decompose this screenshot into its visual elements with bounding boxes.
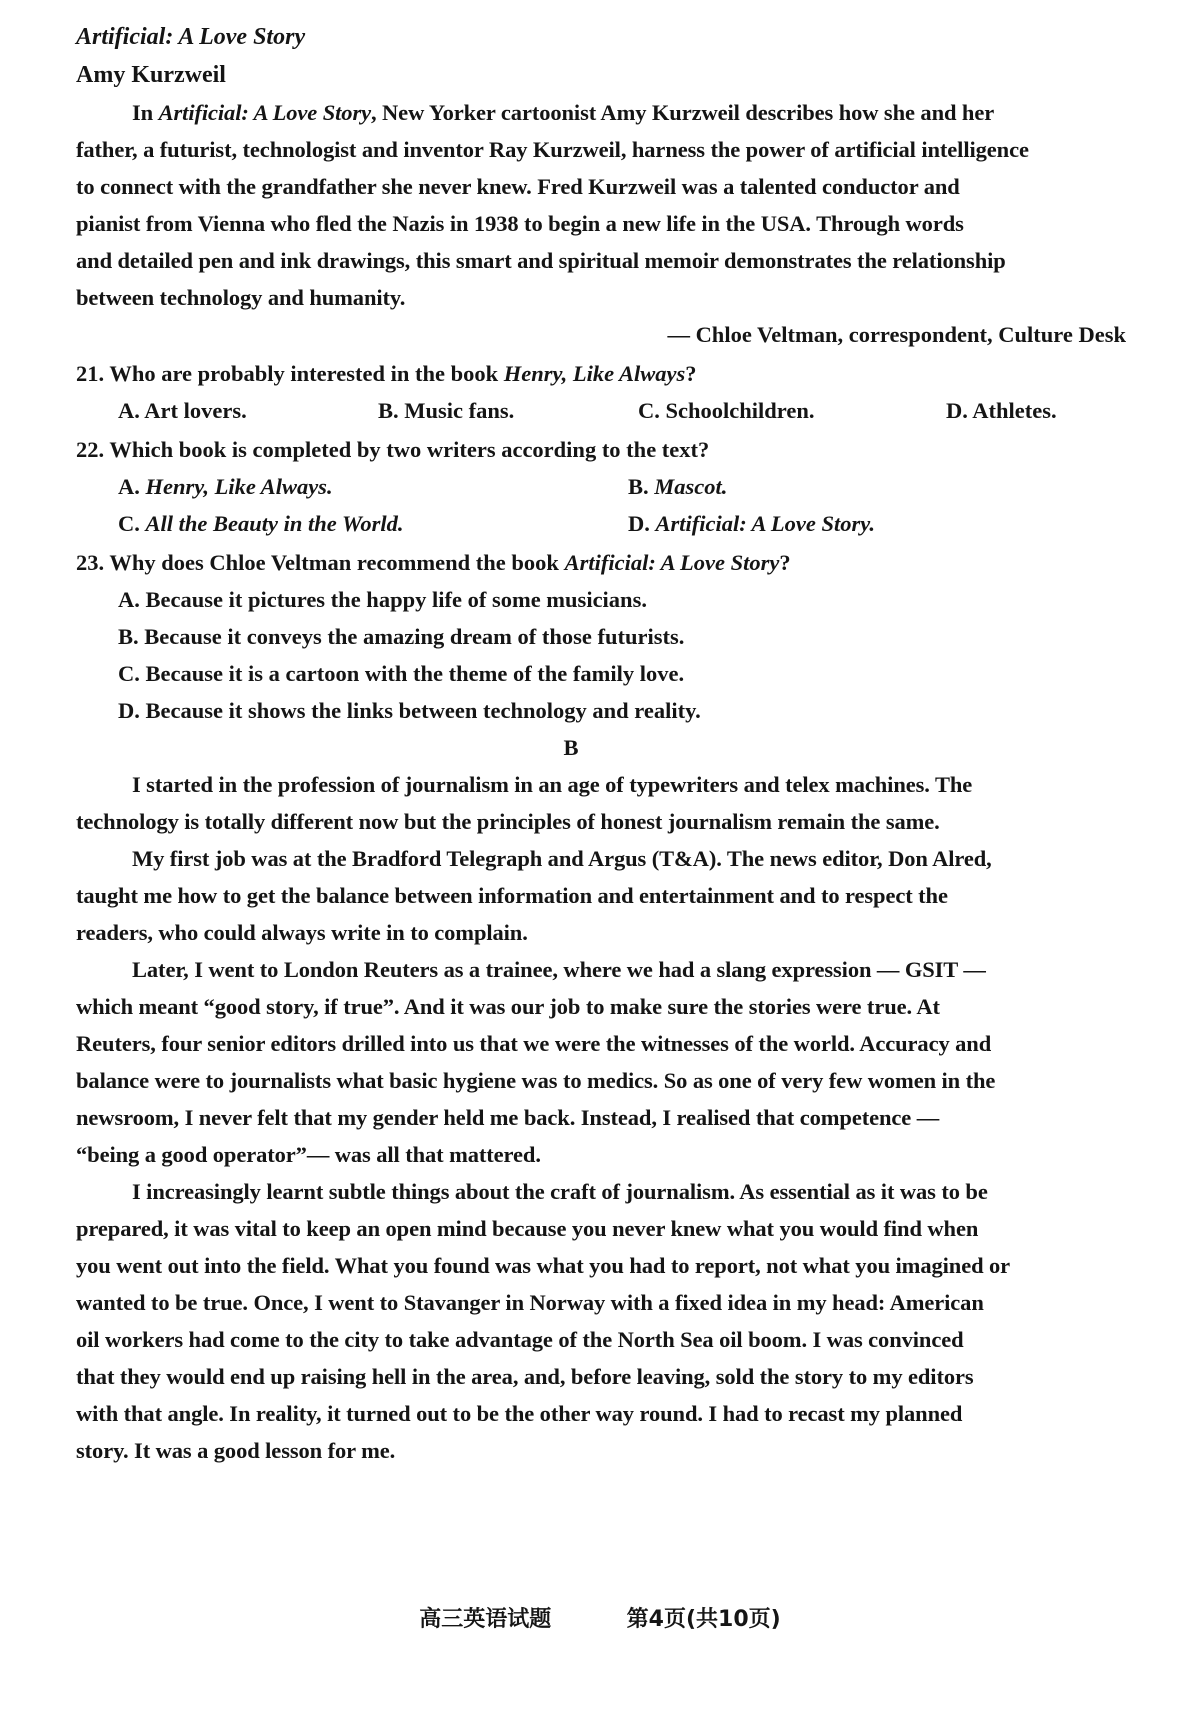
page-number: 第4页(共10页)	[626, 1607, 781, 1632]
question-22-options-row-2	[76, 505, 1126, 542]
option-label: D.	[118, 698, 140, 723]
passage-line: oil workers had come to the city to take advantage of the North Sea oil boom. I was convinced	[76, 1327, 964, 1352]
question-number: 22.	[76, 437, 105, 462]
question-22-options-row-1	[76, 468, 1126, 505]
review-line: to connect with the grandfather she never knew. Fred Kurzweil was a talented conductor and	[76, 174, 960, 199]
passage-line: newsroom, I never felt that my gender held me back. Instead, I realised that competence —	[76, 1105, 940, 1130]
passage-line: I increasingly learnt subtle things about the craft of journalism. As essential as it was to be	[132, 1179, 988, 1204]
question-stem-suffix: ?	[685, 361, 697, 386]
review-line: between technology and humanity.	[76, 285, 406, 310]
option-label: C.	[638, 398, 660, 423]
option-label: A.	[118, 474, 140, 499]
option-label: B.	[118, 624, 139, 649]
passage-line: that they would end up raising hell in the area, and, before leaving, sold the story to my editors	[76, 1364, 974, 1389]
option-label: A.	[118, 587, 140, 612]
passage-paragraph-3	[76, 951, 1126, 1173]
question-number: 21.	[76, 361, 105, 386]
book-author: Amy Kurzweil	[76, 62, 226, 88]
passage-line: which meant “good story, if true”. And it was our job to make sure the stories were true. At	[76, 994, 940, 1019]
passage-paragraph-2	[76, 840, 1126, 951]
option-label: A.	[118, 398, 140, 423]
book-title: Artificial: A Love Story	[76, 24, 306, 50]
review-line: father, a futurist, technologist and inventor Ray Kurzweil, harness the power of artificial intelligence	[76, 137, 1029, 162]
option-text: Athletes.	[972, 398, 1057, 423]
question-stem-italic: Henry, Like Always	[503, 361, 686, 386]
section-heading: B	[563, 735, 579, 760]
option-label: B.	[378, 398, 399, 423]
passage-line: Later, I went to London Reuters as a trainee, where we had a slang expression — GSIT —	[132, 957, 986, 982]
question-21	[76, 355, 1126, 392]
passage-line: I started in the profession of journalism in an age of typewriters and telex machines. The	[132, 772, 973, 797]
question-stem-suffix: ?	[779, 550, 791, 575]
review-book-title: Artificial: A Love Story	[158, 100, 371, 125]
question-22	[76, 431, 1126, 468]
review-line	[76, 94, 1126, 131]
option-text: Artificial: A Love Story.	[655, 511, 876, 536]
option-label: D.	[628, 511, 650, 536]
passage-line: with that angle. In reality, it turned out to be the other way round. I had to recast my planned	[76, 1401, 963, 1426]
option-d[interactable]	[628, 505, 875, 542]
option-text: All the Beauty in the World.	[145, 511, 404, 536]
option-a[interactable]	[118, 392, 378, 429]
option-b[interactable]	[628, 468, 727, 505]
passage-line: balance were to journalists what basic hygiene was to medics. So as one of very few women in the	[76, 1068, 996, 1093]
question-stem: Which book is completed by two writers according to the text?	[109, 437, 710, 462]
option-text: Mascot.	[654, 474, 728, 499]
option-label: C.	[118, 661, 140, 686]
passage-line: you went out into the field. What you found was what you had to report, not what you imagined or	[76, 1253, 1011, 1278]
option-label: D.	[946, 398, 968, 423]
passage-line: Reuters, four senior editors drilled into us that we were the witnesses of the world. Accuracy and	[76, 1031, 992, 1056]
review-line: and detailed pen and ink drawings, this smart and spiritual memoir demonstrates the relationship	[76, 248, 1006, 273]
option-d[interactable]	[946, 392, 1057, 429]
option-c[interactable]	[118, 505, 628, 542]
option-text: Henry, Like Always.	[145, 474, 333, 499]
question-number: 23.	[76, 550, 105, 575]
question-23	[76, 544, 1126, 581]
option-text: Because it pictures the happy life of some musicians.	[145, 587, 647, 612]
option-text: Schoolchildren.	[665, 398, 815, 423]
passage-line: technology is totally different now but the principles of honest journalism remain the same.	[76, 809, 940, 834]
option-a[interactable]	[118, 468, 628, 505]
review-attribution: — Chloe Veltman, correspondent, Culture Desk	[667, 322, 1126, 347]
question-stem: Why does Chloe Veltman recommend the book	[109, 550, 565, 575]
option-text: Music fans.	[404, 398, 515, 423]
passage-line: taught me how to get the balance between information and entertainment and to respect the	[76, 883, 948, 908]
option-label: B.	[628, 474, 649, 499]
option-d[interactable]	[76, 692, 1126, 729]
review-line: pianist from Vienna who fled the Nazis in 1938 to begin a new life in the USA. Through words	[76, 211, 964, 236]
passage-line: “being a good operator”— was all that mattered.	[76, 1142, 541, 1167]
question-stem-italic: Artificial: A Love Story	[564, 550, 780, 575]
option-text: Because it shows the links between technology and reality.	[145, 698, 701, 723]
option-b[interactable]	[378, 392, 638, 429]
passage-line: story. It was a good lesson for me.	[76, 1438, 396, 1463]
option-text: Because it is a cartoon with the theme of the family love.	[145, 661, 685, 686]
exam-page	[76, 18, 1126, 1469]
passage-line: readers, who could always write in to complain.	[76, 920, 528, 945]
option-text: Art lovers.	[144, 398, 247, 423]
passage-line: My first job was at the Bradford Telegraph and Argus (T&A). The news editor, Don Alred,	[132, 846, 992, 871]
option-a[interactable]	[76, 581, 1126, 618]
option-c[interactable]	[638, 392, 898, 429]
exam-title: 高三英语试题	[419, 1607, 552, 1632]
option-b[interactable]	[76, 618, 1126, 655]
passage-paragraph-4	[76, 1173, 1126, 1469]
question-stem: Who are probably interested in the book	[109, 361, 504, 386]
option-label: C.	[118, 511, 140, 536]
review-prefix: In	[132, 100, 159, 125]
page-footer	[0, 1602, 1200, 1633]
option-text: Because it conveys the amazing dream of those futurists.	[144, 624, 685, 649]
passage-line: wanted to be true. Once, I went to Stavanger in Norway with a fixed idea in my head: American	[76, 1290, 984, 1315]
review-text: , New Yorker cartoonist Amy Kurzweil describes how she and her	[370, 100, 995, 125]
passage-paragraph-1	[76, 766, 1126, 840]
question-21-options	[76, 392, 1126, 429]
passage-line: prepared, it was vital to keep an open mind because you never knew what you would find when	[76, 1216, 979, 1241]
option-c[interactable]	[76, 655, 1126, 692]
